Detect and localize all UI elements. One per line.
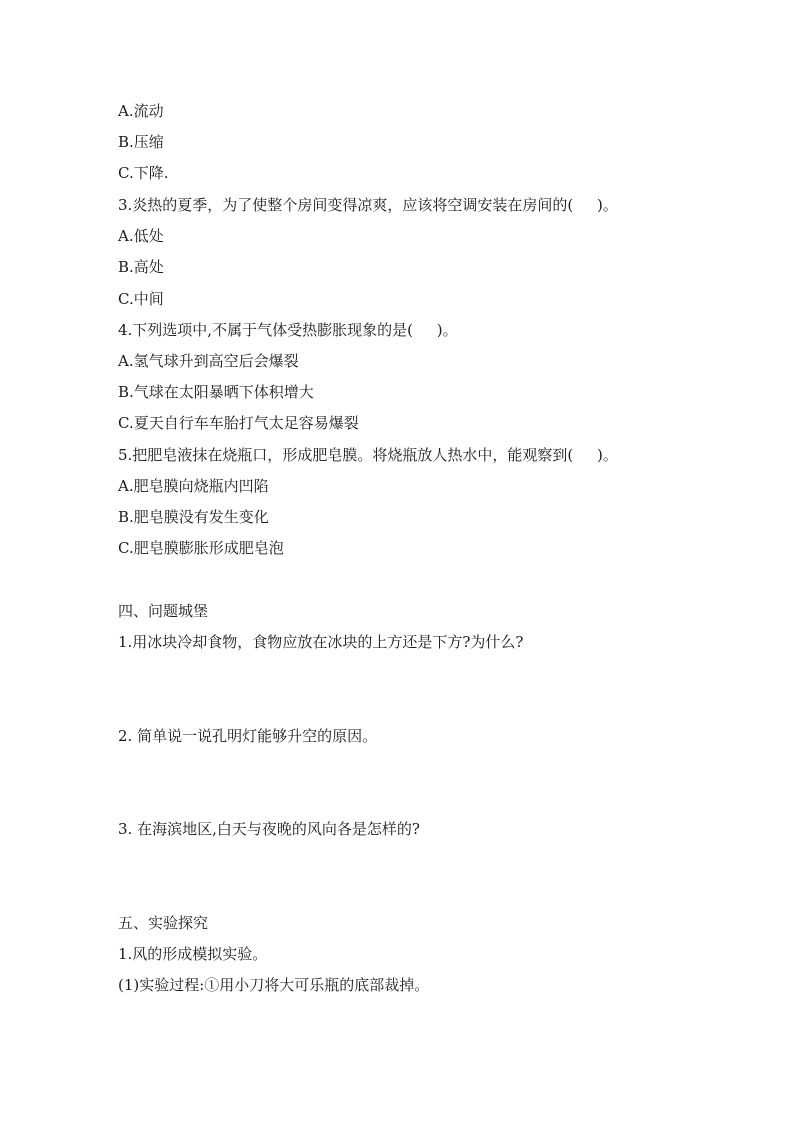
question-5-option-c: C.肥皂膜膨胀形成肥皂泡 (118, 539, 284, 557)
section-4-question-1: 1.用冰块冷却食物，食物应放在冰块的上方还是下方?为什么? (118, 633, 524, 651)
section-4-heading: 四、问题城堡 (118, 602, 209, 620)
question-5: 5.把肥皂液抹在烧瓶口，形成肥皂膜。将烧瓶放人热水中，能观察到( )。 (118, 446, 618, 464)
question-4-option-b: B.气球在太阳暴晒下体积增大 (118, 383, 314, 401)
question-4-option-c: C.夏天自行车车胎打气太足容易爆裂 (118, 414, 359, 432)
question-3-option-b: B.高处 (118, 258, 164, 276)
section-4-question-2: 2. 简单说一说孔明灯能够升空的原因。 (118, 727, 378, 745)
question-5-option-b: B.肥皂膜没有发生变化 (118, 508, 269, 526)
option-c-descend: C.下降. (118, 164, 169, 182)
section-5-heading: 五、实验探究 (118, 914, 209, 932)
option-b-compress: B.压缩 (118, 133, 164, 151)
question-3-option-c: C.中间 (118, 290, 164, 308)
question-4-option-a: A.氢气球升到高空后会爆裂 (118, 352, 299, 370)
section-4-question-3: 3. 在海滨地区,白天与夜晚的风向各是怎样的? (118, 820, 420, 838)
experiment-1-step: (1)实验过程:①用小刀将大可乐瓶的底部裁掉。 (118, 976, 430, 994)
option-a-flow: A.流动 (118, 102, 164, 120)
question-3: 3.炎热的夏季，为了使整个房间变得凉爽，应该将空调安装在房间的( )。 (118, 196, 618, 214)
experiment-1-title: 1.风的形成模拟实验。 (118, 945, 268, 963)
question-5-option-a: A.肥皂膜向烧瓶内凹陷 (118, 477, 269, 495)
question-4: 4.下列选项中,不属于气体受热膨胀现象的是( )。 (118, 321, 458, 339)
question-3-option-a: A.低处 (118, 227, 164, 245)
